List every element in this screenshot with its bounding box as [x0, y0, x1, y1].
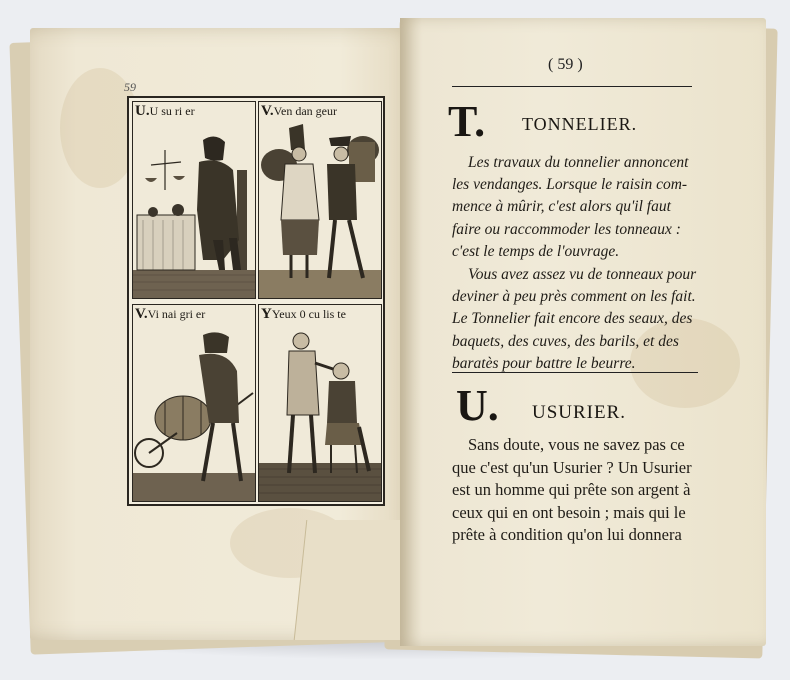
- vendangeur-engraving: [259, 120, 382, 299]
- section-title-tonnelier: TONNELIER.: [522, 114, 638, 134]
- vinaigrier-engraving: [133, 323, 256, 502]
- text-line: baquets, des cuves, des barils, et des: [452, 332, 679, 350]
- plate-cell-oculiste: [258, 304, 382, 502]
- text-line: que c'est qu'un Usurier ? Un Usurier: [452, 457, 692, 477]
- plate-cell-vinaigrier: [132, 304, 256, 502]
- text-line: ceux qui en ont besoin ; mais qui le: [452, 502, 686, 522]
- text-line: prête à condition qu'on lui donnera: [452, 525, 682, 544]
- text-line: faire ou raccommoder les tonneaux :: [452, 220, 681, 238]
- engraving-plate: [127, 96, 385, 506]
- drop-letter-u: U.: [456, 381, 499, 430]
- usurier-paragraph: [452, 434, 704, 547]
- oculiste-engraving: [259, 323, 382, 502]
- right-page-number: ( 59 ): [548, 56, 583, 73]
- text-line: c'est le temps de l'ouvrage.: [452, 242, 620, 260]
- left-page-number: 59: [124, 80, 136, 94]
- usurier-engraving: [133, 120, 256, 299]
- tonnelier-paragraph-1: [452, 152, 704, 263]
- text-line: les vendanges. Lorsque le raisin com-: [452, 176, 688, 194]
- plate-cell-usurier: [132, 101, 256, 299]
- text-line: mence à mûrir, c'est alors qu'il faut: [452, 198, 671, 216]
- text-line: est un homme qui prête son argent à: [452, 480, 691, 499]
- text-line: Les travaux du tonnelier annoncent: [468, 154, 689, 171]
- section-divider-rule: [452, 372, 698, 373]
- page-tear: [294, 520, 418, 640]
- text-line: Vous avez assez vu de tonneaux pour: [468, 266, 697, 283]
- tonnelier-paragraph-2: [452, 264, 704, 375]
- text-line: Le Tonnelier fait encore des seaux, des: [452, 310, 693, 328]
- header-rule: [452, 86, 692, 87]
- drop-letter-t: T.: [448, 97, 486, 146]
- section-title-usurier: USURIER.: [532, 402, 627, 423]
- plate-caption: V.Vi nai gri er: [135, 306, 206, 322]
- plate-caption: V.Ven dan geur: [261, 103, 337, 119]
- text-line: deviner à peu près comment on les fait.: [452, 288, 696, 306]
- text-line: baratès pour battre le beurre.: [452, 354, 636, 372]
- text-line: Sans doute, vous ne savez pas ce: [468, 435, 685, 454]
- plate-caption: YYeux 0 cu lis te: [261, 306, 346, 322]
- plate-cell-vendangeur: [258, 101, 382, 299]
- plate-caption: U.U su ri er: [135, 103, 195, 119]
